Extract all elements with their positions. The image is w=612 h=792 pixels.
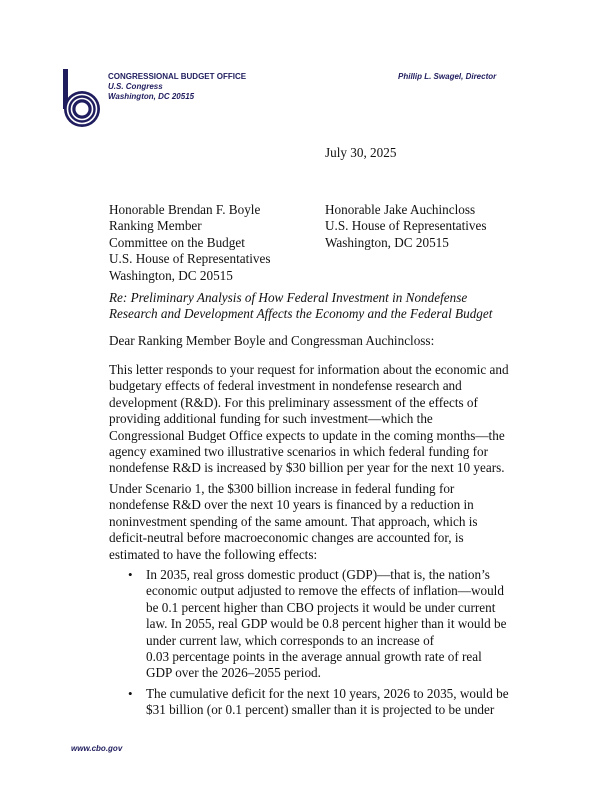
footer-website-link[interactable]: www.cbo.gov — [71, 744, 123, 753]
bullet-item-1 — [146, 567, 507, 682]
bullet-line: The cumulative deficit for the next 10 years, 2026 to 2035, would be — [146, 686, 509, 701]
paragraph-line: This letter responds to your request for information about the economic and — [109, 362, 509, 377]
paragraph-line: development (R&D). For this preliminary assessment of the effects of — [109, 394, 478, 410]
body-paragraph-2 — [109, 481, 529, 563]
bullet-marker: • — [128, 686, 133, 701]
salutation: Dear Ranking Member Boyle and Congressman Auchincloss: — [109, 333, 435, 348]
recipient-line: Committee on the Budget — [109, 234, 245, 250]
bullet-line: In 2035, real gross domestic product (GDP)—that is, the nation’s — [146, 567, 490, 582]
paragraph-line: nondefense R&D is increased by $30 billion per year for the next 10 years. — [109, 460, 505, 476]
org-name: CONGRESSIONAL BUDGET OFFICE — [108, 72, 247, 81]
letterhead-org — [108, 72, 246, 102]
paragraph-line: deficit-neutral before macroeconomic changes are accounted for, is — [109, 530, 464, 546]
recipient-line: Honorable Brendan F. Boyle — [109, 202, 261, 217]
org-line2: U.S. Congress — [108, 82, 163, 91]
paragraph-line: estimated to have the following effects: — [109, 546, 318, 562]
bullet-line: $31 billion (or 0.1 percent) smaller than it is projected to be under — [146, 702, 495, 718]
recipient-line: Honorable Jake Auchincloss — [325, 202, 476, 217]
cbo-logo-icon — [61, 69, 103, 129]
paragraph-line: noninvestment spending of the same amount. That approach, which is — [109, 513, 478, 529]
recipient-1 — [109, 202, 271, 284]
bullet-line: GDP over the 2026–2055 period. — [146, 665, 321, 681]
bullet-line: 0.03 percentage points in the average annual growth rate of real — [146, 649, 482, 665]
recipient-line: U.S. House of Representatives — [109, 251, 271, 267]
recipient-line: U.S. House of Representatives — [325, 218, 487, 234]
recipient-line: Washington, DC 20515 — [109, 267, 233, 283]
paragraph-line: budgetary effects of federal investment in nondefense research and — [109, 378, 462, 394]
subject-line — [109, 290, 529, 323]
recipient-line: Ranking Member — [109, 218, 202, 234]
bullet-line: economic output adjusted to remove the effects of inflation—would — [146, 583, 504, 599]
bullet-line: law. In 2055, real GDP would be 0.8 percent higher than it would be — [146, 616, 507, 632]
paragraph-line: agency examined two illustrative scenarios in which federal funding for — [109, 444, 489, 460]
bullet-line: be 0.1 percent higher than CBO projects it would be under current — [146, 599, 496, 615]
recipient-line: Washington, DC 20515 — [325, 234, 449, 250]
paragraph-line: Congressional Budget Office expects to update in the coming months—the — [109, 427, 505, 443]
director-name: Phillip L. Swagel, Director — [398, 72, 497, 81]
bullet-marker: • — [128, 567, 133, 582]
paragraph-line: providing additional funding for such investment—which the — [109, 411, 433, 427]
org-address: Washington, DC 20515 — [108, 92, 195, 101]
paragraph-line: Under Scenario 1, the $300 billion increase in federal funding for — [109, 481, 455, 496]
bullet-item-2 — [146, 686, 509, 719]
recipient-2 — [325, 202, 487, 251]
subject-text: Research and Development Affects the Economy and the Federal Budget — [109, 306, 493, 322]
paragraph-line: nondefense R&D over the next 10 years is financed by a reduction in — [109, 497, 474, 513]
bullet-line: under current law, which corresponds to an increase of — [146, 632, 435, 648]
body-paragraph-1 — [109, 362, 529, 477]
subject-text: Re: Preliminary Analysis of How Federal Investment in Nondefense — [109, 290, 468, 305]
letter-date: July 30, 2025 — [325, 145, 397, 160]
